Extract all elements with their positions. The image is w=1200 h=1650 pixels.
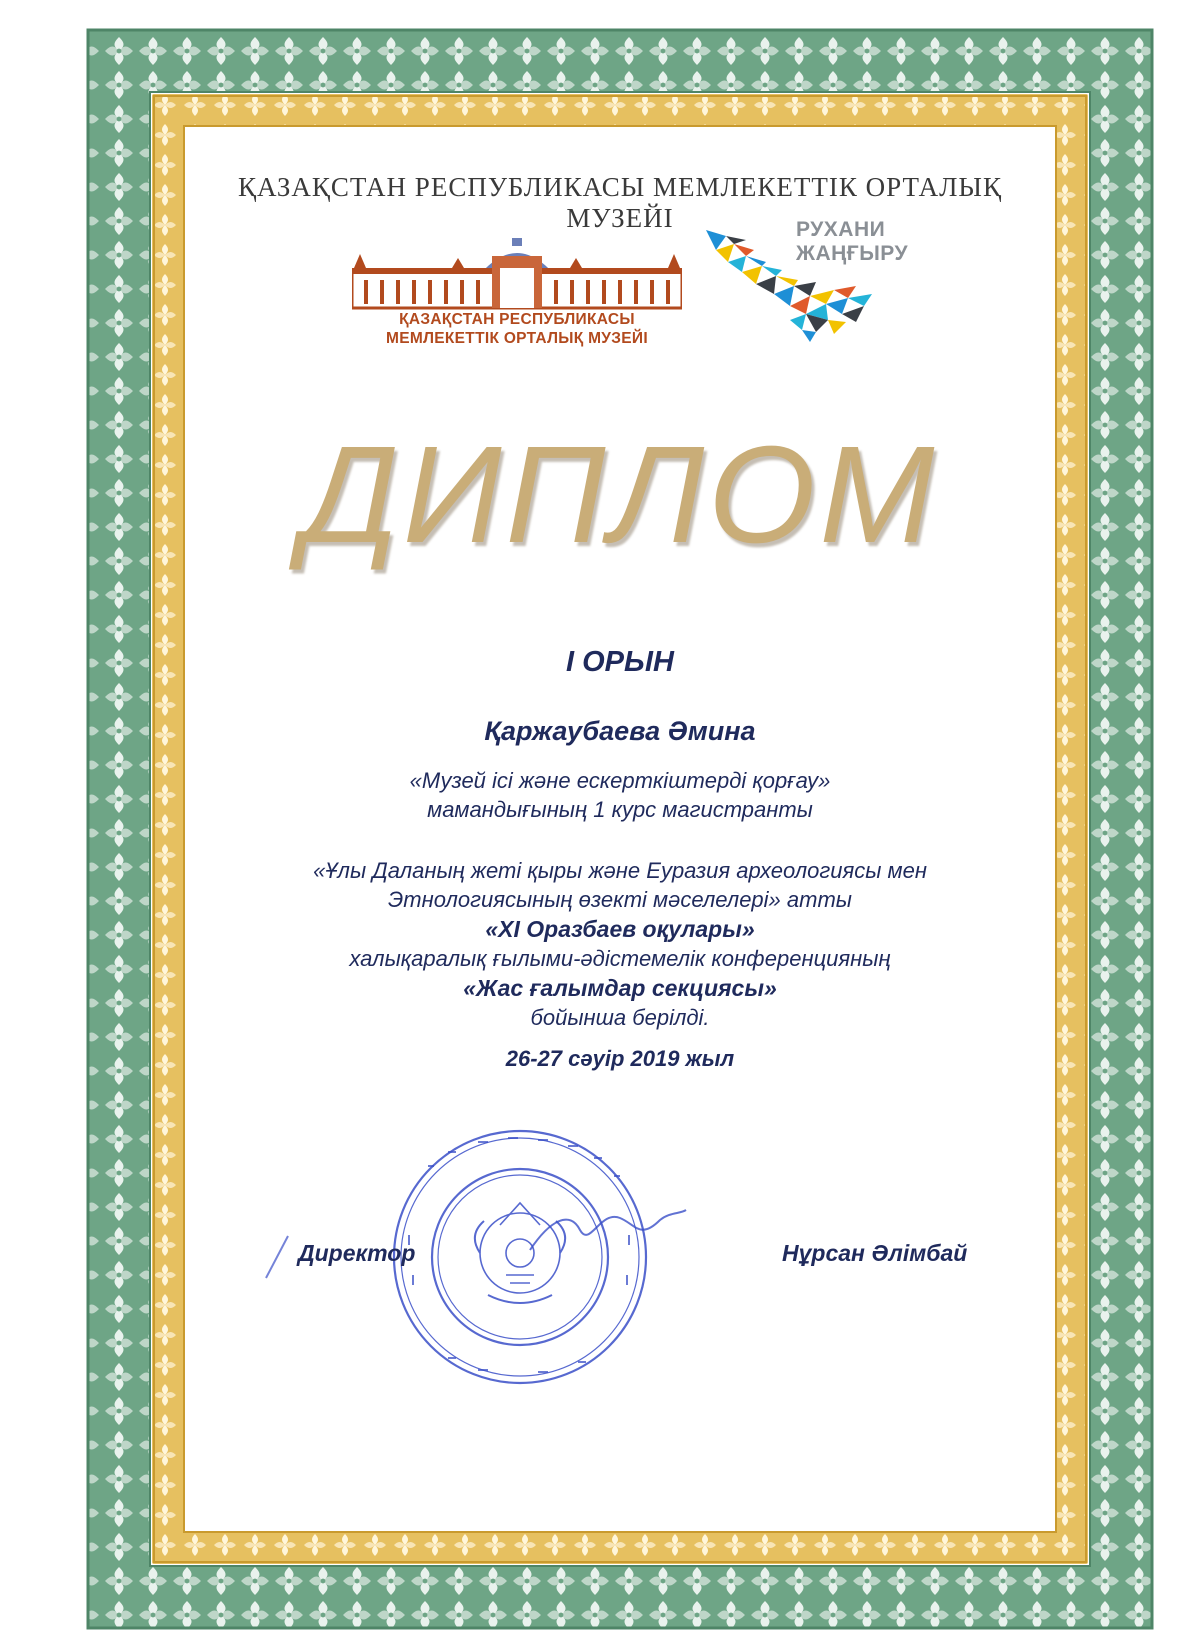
museum-logo xyxy=(352,224,682,354)
conference-line-2: Этнологиясының өзекті мәселелері» атты xyxy=(388,887,852,912)
readings-title: «XI Оразбаев оқулары» xyxy=(485,916,755,942)
event-date: 26-27 сәуір 2019 жыл xyxy=(505,1046,735,1071)
director-name: Нұрсан Әлімбай xyxy=(782,1240,968,1266)
museum-building-icon xyxy=(352,224,682,314)
museum-logo-line1: ҚАЗАҚСТАН РЕСПУБЛИКАСЫ xyxy=(399,311,635,328)
director-signature xyxy=(520,1200,690,1260)
specialty-line-2: мамандығының 1 курс магистранты xyxy=(427,797,813,822)
rukhani-logo-line1: РУХАНИ xyxy=(796,218,886,241)
museum-logo-line2: МЕМЛЕКЕТТІК ОРТАЛЫҚ МУЗЕЙІ xyxy=(386,330,648,347)
signature-stroke-mark xyxy=(262,1232,292,1282)
specialty-line-1: «Музей ісі және ескерткіштерді қорғау» xyxy=(409,768,831,793)
museum-header: ҚАЗАҚСТАН РЕСПУБЛИКАСЫ МЕМЛЕКЕТТІК ОРТАЛЫҚ МУЗЕЙІ xyxy=(238,172,1002,233)
awarded-text: бойынша берілді. xyxy=(530,1005,710,1030)
conference-line-3: халықаралық ғылыми-әдістемелік конференцияның xyxy=(349,946,891,971)
rukhani-zhangyru-logo xyxy=(706,210,926,360)
recipient-name: Қаржаубаева Әмина xyxy=(484,716,756,746)
director-label: Директор xyxy=(298,1240,416,1266)
diploma-title: ДИПЛОМ xyxy=(301,418,939,572)
award-place: I ОРЫН xyxy=(566,646,674,678)
rukhani-logo-line2: ЖАҢҒЫРУ xyxy=(796,242,909,265)
conference-line-1: «Ұлы Даланың жеті қыры және Еуразия археологиясы мен xyxy=(313,858,927,883)
section-title: «Жас ғалымдар секциясы» xyxy=(463,975,777,1001)
eagle-mosaic-icon xyxy=(706,210,909,360)
